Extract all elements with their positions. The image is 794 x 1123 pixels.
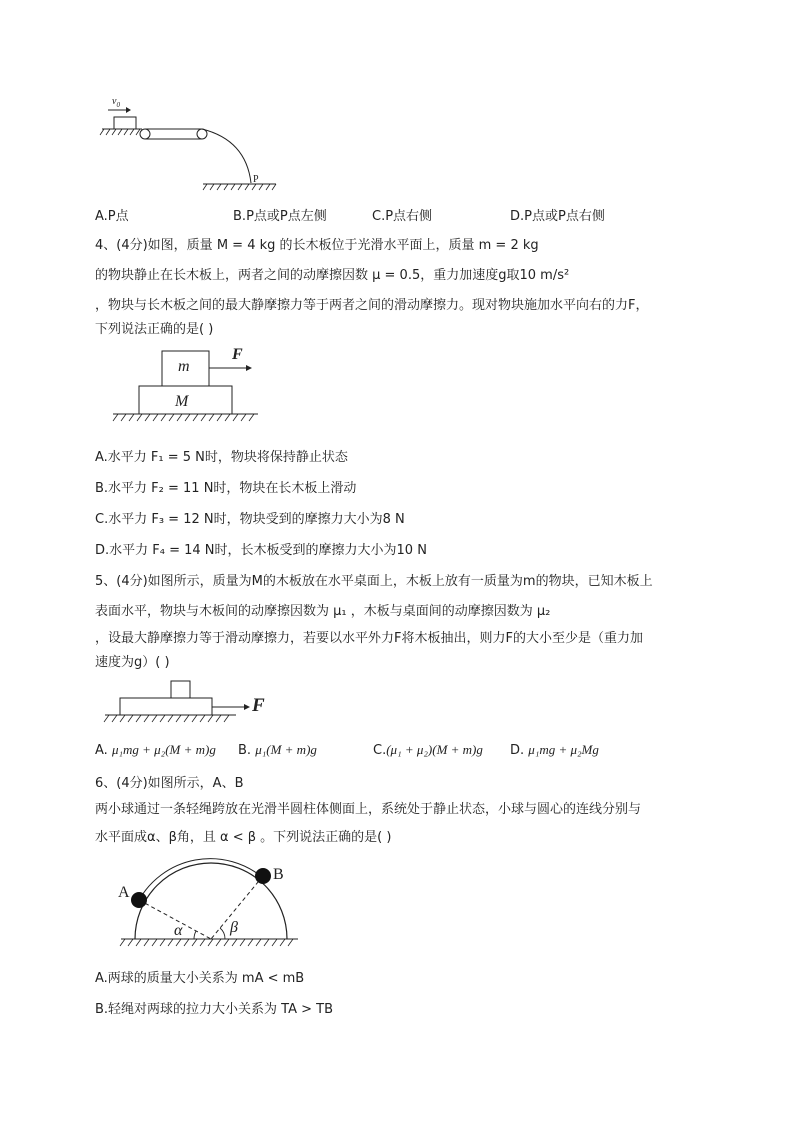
fig-label-A: A xyxy=(118,884,130,901)
fig-label-M: M xyxy=(175,393,189,410)
q3-option-c[interactable]: C.P点右侧 xyxy=(372,209,433,224)
q4-stem-line-3: ，物块与长木板之间的最大静摩擦力等于两者之间的滑动摩擦力。现对物块施加水平向右的力F， xyxy=(95,298,649,313)
p-label: P xyxy=(253,174,259,185)
q4-stem-line-2: 的物块静止在长木板上，两者之间的动摩擦因数 μ = 0.5，重力加速度g取10 m/s² xyxy=(95,268,570,283)
fig-label-alpha: α xyxy=(174,922,183,939)
q5-option-a[interactable]: A. μ₁mg + μ₂(M + m)g xyxy=(95,742,216,758)
q6-stem-line-2: 两小球通过一条轻绳跨放在光滑半圆柱体侧面上，系统处于静止状态，小球与圆心的连线分别与 xyxy=(95,802,642,817)
q5-stem-line-1: 5、(4分)如图所示，质量为M的木板放在水平桌面上，木板上放有一质量为m的物块，已知木板上 xyxy=(95,574,653,589)
q6-stem-line-3: 水平面成α、β角，且 α < β 。下列说法正确的是( ) xyxy=(95,830,392,845)
q5-option-b[interactable]: B. μ₁(M + m)g xyxy=(238,742,317,758)
q4-option-c[interactable]: C.水平力 F₃ = 12 N时，物块受到的摩擦力大小为8 N xyxy=(95,512,405,527)
fig-label-B: B xyxy=(273,866,284,883)
q5-option-c[interactable]: C.(μ₁ + μ₂)(M + m)g xyxy=(373,742,483,758)
q3-option-a[interactable]: A.P点 xyxy=(95,209,129,224)
q4-option-a[interactable]: A.水平力 F₁ = 5 N时，物块将保持静止状态 xyxy=(95,450,348,465)
q4-option-d[interactable]: D.水平力 F₄ = 14 N时，长木板受到的摩擦力大小为10 N xyxy=(95,543,427,558)
q6-option-b[interactable]: B.轻绳对两球的拉力大小关系为 TA > TB xyxy=(95,1002,334,1017)
q5-stem-line-2: 表面水平，物块与木板间的动摩擦因数为 μ₁ ，木板与桌面间的动摩擦因数为 μ₂ xyxy=(95,604,551,619)
q6-option-a[interactable]: A.两球的质量大小关系为 mA < mB xyxy=(95,971,305,986)
q3-option-d[interactable]: D.P点或P点右侧 xyxy=(510,209,605,224)
fig-label-m: m xyxy=(178,358,190,375)
q5-option-d[interactable]: D. μ₁mg + μ₂Mg xyxy=(510,742,599,758)
q4-option-b[interactable]: B.水平力 F₂ = 11 N时，物块在长木板上滑动 xyxy=(95,481,357,496)
v0-label: $v_0$ xyxy=(112,96,120,109)
q4-stem-line-1: 4、(4分)如图，质量 M = 4 kg 的长木板位于光滑水平面上，质量 m = 2 kg xyxy=(95,238,539,253)
q5-fig-label-F: F xyxy=(252,695,265,716)
q6-stem-line-1: 6、(4分)如图所示，A、B xyxy=(95,776,244,791)
q5-stem-line-4: 速度为g）( ) xyxy=(95,655,170,670)
fig-label-F: F xyxy=(232,346,243,363)
q5-stem-line-3: ，设最大静摩擦力等于滑动摩擦力，若要以水平外力F将木板抽出，则力F的大小至少是（重力加 xyxy=(95,631,643,646)
q4-stem-line-4: 下列说法正确的是( ) xyxy=(95,322,214,337)
fig-label-beta: β xyxy=(230,919,238,936)
q3-option-b[interactable]: B.P点或P点左侧 xyxy=(233,209,327,224)
